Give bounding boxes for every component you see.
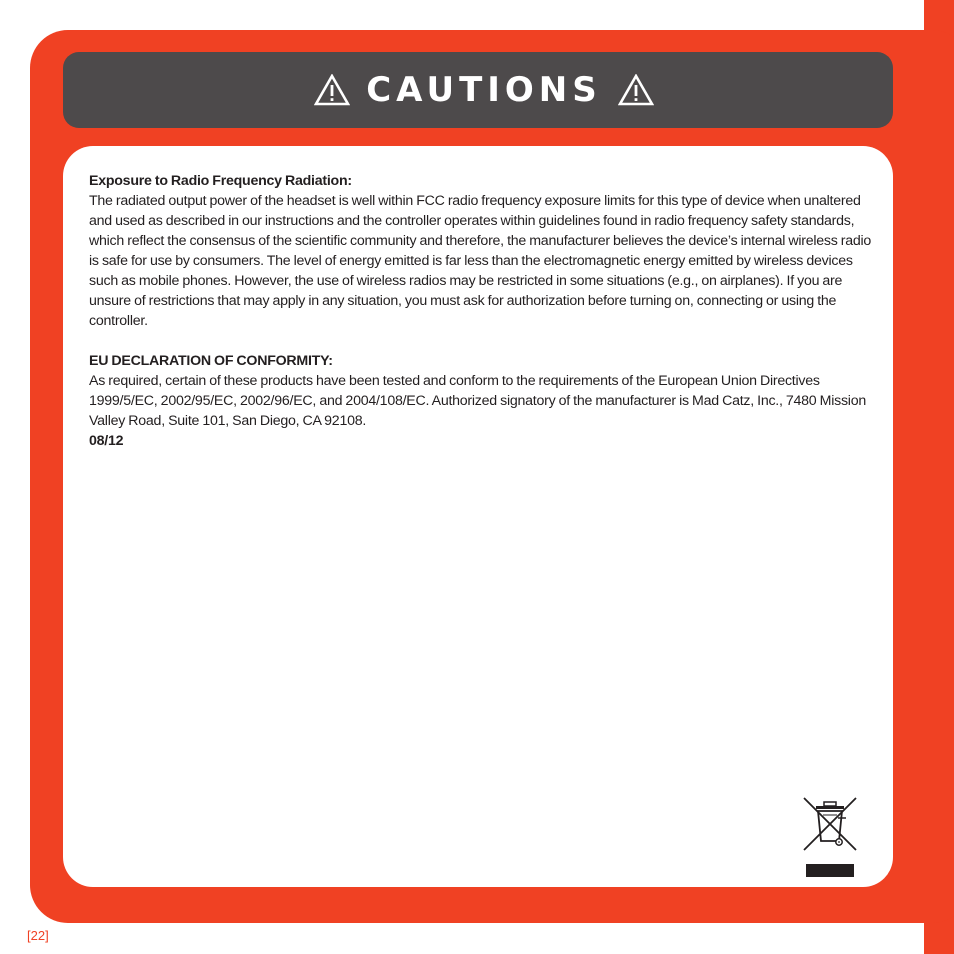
page-title: CAUTIONS <box>366 70 602 110</box>
page-number: [22] <box>27 928 49 943</box>
content-text <box>89 171 879 451</box>
eu-declaration-body: As required, certain of these products have been tested and conform to the requirements of the European Union Directives 1999/5/EC, 2002/95/EC, 2002/96/EC, and 2004/108/EC. Authorized signatory of the manufacturer is Mad Catz, Inc., 7480 Mission Valley Road, Suite 101, San Diego, CA 92108. <box>89 373 866 429</box>
eu-declaration-heading: EU DECLARATION OF CONFORMITY: <box>89 353 333 369</box>
section-spacer <box>89 331 879 351</box>
content-card <box>63 146 893 887</box>
rf-exposure-heading: Exposure to Radio Frequency Radiation: <box>89 173 352 189</box>
date-code: 08/12 <box>89 433 124 449</box>
crossed-out-wheelie-bin-icon <box>802 796 858 885</box>
rf-exposure-body: The radiated output power of the headset is well within FCC radio frequency exposure limits for this type of device when unaltered and used as described in our instructions and the controller operates within guidelines found in radio frequency safety standards, which reflect the consensus of the scientific community and therefore, the manufacturer believes the device’s internal wireless radio is safe for use by consumers. The level of energy emitted is far less than the electromagnetic energy emitted by wireless devices such as mobile phones. However, the use of wireless radios may be restricted in some situations (e.g., on airplanes). If you are unsure of restrictions that may apply in any situation, you must ask for authorization before turning on, connecting or using the controller. <box>89 193 872 329</box>
warning-triangle-icon <box>618 74 654 106</box>
header-title-group <box>314 70 654 110</box>
cautions-header <box>63 52 893 128</box>
warning-triangle-icon <box>314 74 350 106</box>
